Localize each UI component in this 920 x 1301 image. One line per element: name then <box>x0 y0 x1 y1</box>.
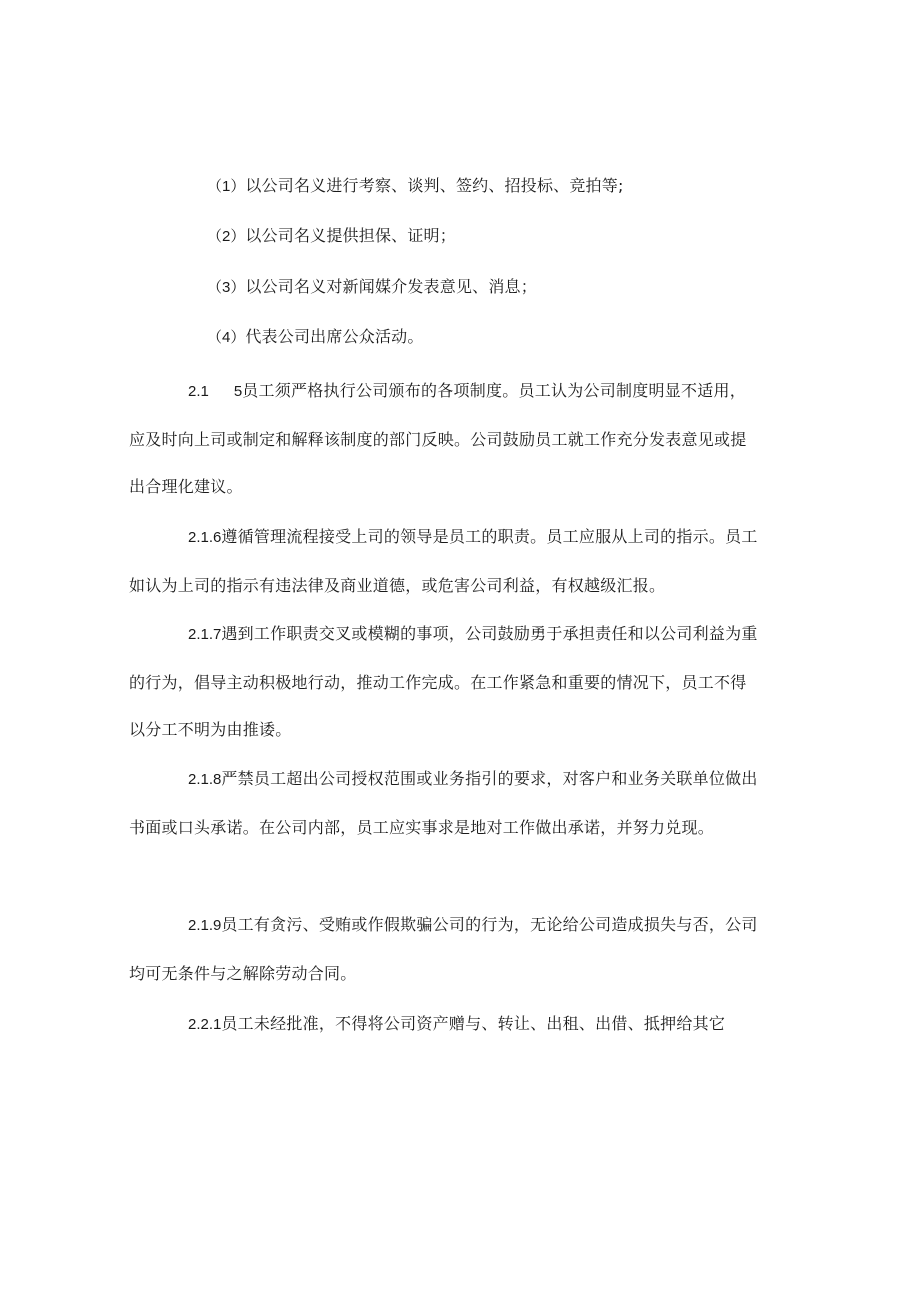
section-number: 2.1.6 <box>188 529 222 546</box>
paragraph-text: 遇到工作职责交叉或模糊的事项，公司鼓励勇于承担责任和以公司利益为重的行为，倡导主动积极地行动，推动工作完成。在工作紧急和重要的情况下，员工不得以分工不明为由推诿。 <box>129 624 758 740</box>
list-text: 以公司名义提供担保、证明； <box>245 226 456 245</box>
list-marker: （1） <box>207 178 246 195</box>
list-marker: （4） <box>207 329 246 346</box>
list-marker: （2） <box>207 228 246 245</box>
list-item-3 <box>207 277 537 298</box>
list-item-1 <box>207 176 624 197</box>
section-number: 2.2.1 <box>188 1016 222 1033</box>
section-number: 2.1 <box>188 383 209 400</box>
paragraph-text: 严禁员工超出公司授权范围或业务指引的要求，对客户和业务关联单位做出书面或口头承诺。在公司内部，员工应实事求是地对工作做出承诺，并努力兑现。 <box>129 769 758 837</box>
paragraph-text: 员工须严格执行公司颁布的各项制度。员工认为公司制度明显不适用，应及时向上司或制定和解释该制度的部门反映。公司鼓励员工就工作充分发表意见或提出合理化建议。 <box>129 381 747 497</box>
paragraph-2-1-8 <box>129 755 759 851</box>
list-item-4 <box>207 327 424 348</box>
paragraph-text: 员工未经批准，不得将公司资产赠与、转让、出租、出借、抵押给其它 <box>221 1014 726 1033</box>
section-number: 2.1.9 <box>188 917 222 934</box>
paragraph-text: 员工有贪污、受贿或作假欺骗公司的行为，无论给公司造成损失与否，公司均可无条件与之解除劳动合同。 <box>129 915 758 983</box>
section-number: 2.1.7 <box>188 626 222 643</box>
paragraph-2-2-1 <box>129 1000 759 1049</box>
list-text: 代表公司出席公众活动。 <box>245 327 424 346</box>
list-marker: （3） <box>207 279 246 296</box>
list-text: 以公司名义进行考察、谈判、签约、招投标、竞拍等; <box>245 176 624 195</box>
list-text: 以公司名义对新闻媒介发表意见、消息； <box>245 277 537 296</box>
paragraph-2-1-7 <box>129 610 759 754</box>
paragraph-2-1-5 <box>129 367 759 511</box>
paragraph-2-1-9 <box>129 901 759 997</box>
list-item-2 <box>207 226 456 247</box>
paragraph-text: 遵循管理流程接受上司的领导是员工的职责。员工应服从上司的指示。员工如认为上司的指示有违法律及商业道德，或危害公司利益，有权越级汇报。 <box>129 527 758 595</box>
paragraph-2-1-6 <box>129 513 759 609</box>
section-number-suffix: 5 <box>233 383 243 400</box>
section-number: 2.1.8 <box>188 771 222 788</box>
